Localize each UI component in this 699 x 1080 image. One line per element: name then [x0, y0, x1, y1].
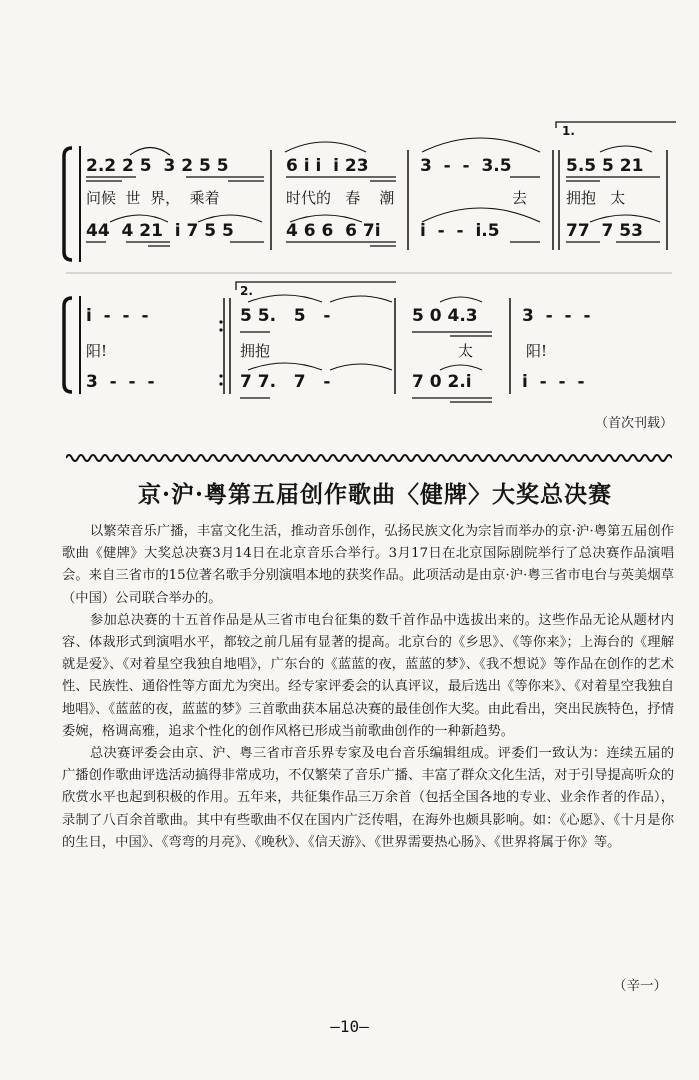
- s2-bass-bar2: 7 7. 7 -: [240, 372, 331, 392]
- s2-lyrics-bar2: 拥抱: [240, 342, 271, 360]
- s1-melody-bar1: 2.2 2 5 3 2 5 5: [86, 156, 229, 176]
- s2-melody-bar1: i - - -: [86, 306, 149, 326]
- first-publication-note: （首次刊载）: [594, 416, 673, 431]
- s2-melody-bar3: 5 0 4.3: [412, 306, 478, 326]
- s1-lyrics-bar2: 时代的 春 潮: [286, 189, 395, 207]
- article-paragraph-1: 以繁荣音乐广播，丰富文化生活，推动音乐创作，弘扬民族文化为宗旨而举办的京·沪·粤第五届创作歌曲《健牌》大奖总决赛3月14日在北京音乐合举行。3月17日在北京国际剧院举行了总决赛作品演唱会。来自三省市的15位著名歌手分别演唱本地的获奖作品。此项活动是由京·沪·粤三省市电台与英美烟草（中国）公司联合举办的。: [62, 524, 674, 606]
- s1-lyrics-bar4: 拥抱 太: [566, 189, 626, 207]
- article-paragraph-2: 参加总决赛的十五首作品是从三省市电台征集的数千首作品中选拔出来的。这些作品无论从题材内容、体裁形式到演唱水平，都较之前几届有显著的提高。北京台的《乡思》、《等你来》；上海台的《理解就是爱》、《对着星空我独自地唱》，广东台的《蓝蓝的夜，蓝蓝的梦》、《我不想说》等作品在创作的艺术性、民族性、通俗性等方面尤为突出。经专家评委会的认真评议，最后选出《等你来》、《对着星空我独自地唱》、《蓝蓝的夜，蓝蓝的梦》三首歌曲获本届总决赛的最佳创作大奖。由此看出，突出民族特色，抒情委婉，格调高雅，追求个性化的创作风格已形成当前歌曲创作的一种新趋势。: [62, 612, 674, 739]
- volta-1-label: 1.: [562, 124, 575, 138]
- s1-lyrics-bar1: 问候 世 界， 乘着: [86, 189, 220, 207]
- article-paragraph-3: 总决赛评委会由京、沪、粤三省市音乐界专家及电台音乐编辑组成。评委们一致认为：连续五届的广播创作歌曲评选活动搞得非常成功，不仅繁荣了音乐广播、丰富了群众文化生活，对于引导提高听众的欣赏水平也起到积极的作用。五年来，共征集作品三万余首（包括全国各地的专业、业余作者的作品），录制了八百余首歌曲。其中有些歌曲不仅在国内广泛传唱，在海外也颇具影响。如：《心愿》、《十月是你的生日，中国》、《弯弯的月亮》、《晚秋》、《信天游》、《世界需要热心肠》、《世界将属于你》等。: [62, 746, 674, 850]
- author-signature: （辛一）: [613, 978, 667, 994]
- s2-melody-bar2: 5 5. 5 -: [240, 306, 331, 326]
- wavy-divider: [66, 452, 672, 464]
- s1-lyrics-bar3: 去: [512, 189, 528, 207]
- s2-bass-bar3: 7 0 2.i: [412, 372, 472, 392]
- s1-melody-bar3: 3 - - 3.5: [420, 156, 512, 176]
- article-title: 京·沪·粤第五届创作歌曲〈健牌〉大奖总决赛: [137, 481, 612, 508]
- s2-lyrics-bar4: 阳!: [526, 342, 548, 360]
- s1-melody-bar4: 5.5 5 21: [566, 156, 644, 176]
- s2-lyrics-bar1: 阳!: [86, 342, 108, 360]
- s1-bass-bar3: i - - i.5: [420, 221, 500, 241]
- s2-melody-bar4: 3 - - -: [522, 306, 591, 326]
- music-score: [0, 0, 699, 440]
- s1-bass-bar4: 77 7 53: [566, 221, 643, 241]
- article-body: [62, 521, 674, 854]
- s2-bass-bar4: i - - -: [522, 372, 585, 392]
- s2-bass-bar1: 3 - - -: [86, 372, 155, 392]
- s1-melody-bar2: 6 i i i 23: [286, 156, 369, 176]
- s2-lyrics-bar3: 太: [458, 342, 474, 360]
- s1-bass-bar2: 4 6 6 6 7i: [286, 221, 381, 241]
- page-number: —10—: [330, 1017, 369, 1036]
- s1-bass-bar1: 44 4 21 i 7 5 5: [86, 221, 234, 241]
- volta-2-label: 2.: [240, 284, 253, 298]
